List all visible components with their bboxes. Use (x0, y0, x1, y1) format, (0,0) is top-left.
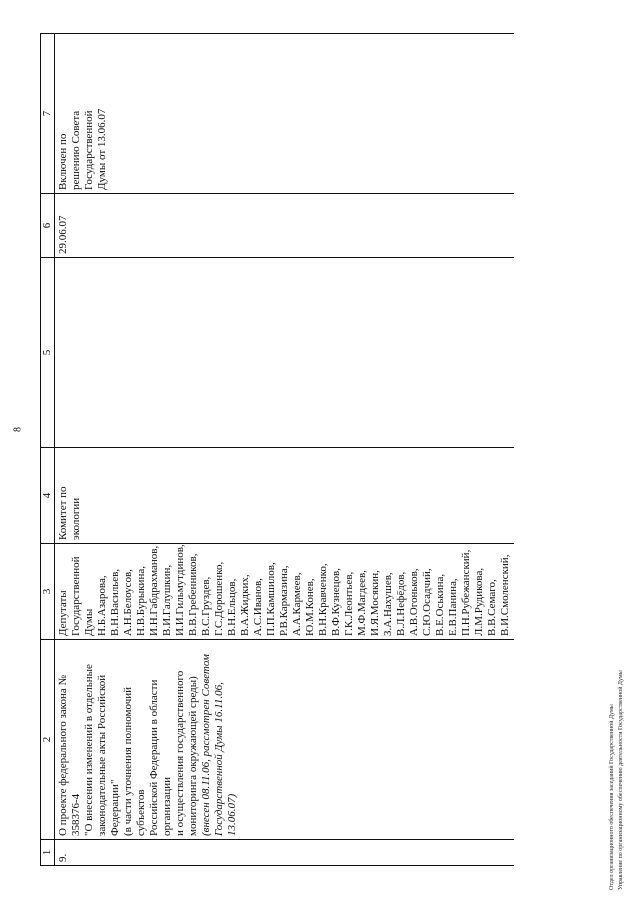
bill-title (55, 640, 515, 840)
committee-line: Комитет по (57, 486, 69, 540)
author-line: Государственной (70, 556, 82, 636)
author-line: И.Н.Габдрахманов, (148, 545, 160, 636)
header-col-6: 6 (41, 194, 55, 258)
committee-cell (55, 448, 515, 544)
author-line: В.В.Гребенников, (187, 553, 199, 636)
bill-history-line: Государственной Думы 16.11.06, 13.06.07) (213, 682, 238, 836)
header-col-1: 1 (41, 840, 55, 866)
author-line: В.И.Смоленский, (499, 554, 511, 636)
bill-title-line: мониторинга окружающей среды) (187, 676, 199, 836)
author-line: Г.С.Дорошенко, (213, 561, 225, 636)
author-line: В.И.Галушкин, (161, 564, 173, 636)
author-line: Г.К.Леонтьев, (343, 571, 355, 636)
author-line: В.В.Семаго, (486, 579, 498, 636)
author-line: И.Я.Мосякин, (369, 570, 381, 636)
row-number: 9. (55, 840, 515, 866)
author-line: В.Ф.Кузнецов, (330, 568, 342, 636)
footer-line-2: Управление по организационному обеспечению деятельности Государственной Думы (618, 670, 624, 890)
date-cell: 29.06.07 (55, 194, 515, 258)
author-line: Р.В.Кармазина, (278, 565, 290, 636)
bill-title-line: законодательные акты Российской Федерации" (96, 674, 121, 836)
bill-title-line: О проекте федерального закона № 358376-4 (57, 675, 82, 836)
footer (608, 650, 640, 890)
author-line: П.Н.Рубежанский, (460, 549, 472, 636)
author-line: А.В.Огоньков, (408, 568, 420, 636)
author-line: А.Н.Белоусов, (122, 569, 134, 636)
col5-cell (55, 258, 515, 448)
header-col-3: 3 (41, 544, 55, 640)
author-line: В.С.Груздев, (200, 576, 212, 636)
author-line: Е.В.Панина, (447, 578, 459, 636)
header-col-7: 7 (41, 34, 55, 194)
author-line: Н.В.Бурыкина, (135, 566, 147, 636)
bills-table (40, 33, 514, 866)
header-col-4: 4 (41, 448, 55, 544)
author-line: В.Е.Оськина, (434, 573, 446, 636)
author-line: В.Н.Ельцов, (226, 578, 238, 636)
author-line: В.Л.Нефёдов, (395, 571, 407, 636)
author-line: Депутаты (57, 590, 69, 636)
author-line: Л.М.Рудикова, (473, 567, 485, 636)
note-line: Государственной (83, 110, 95, 190)
note-cell (55, 34, 515, 194)
author-line: И.И.Гильмутдинов, (174, 544, 186, 636)
author-line: А.А.Кармеев, (291, 572, 303, 636)
bill-title-line: и осуществления государственного (174, 670, 186, 836)
bill-title-line: "О внесении изменений в отдельные (83, 664, 95, 836)
committee-line: экологии (70, 497, 82, 540)
bill-title-line: (в части уточнения полномочий субъектов (122, 687, 147, 836)
author-line: В.Н.Кравченко, (317, 563, 329, 636)
note-line: Включен по (57, 133, 69, 190)
author-line: А.С.Иванов, (252, 578, 264, 636)
footer-line-1: Отдел организационного обеспечения заседаний Государственной Думы (609, 704, 615, 890)
bill-history-line: (внесен 08.11.06, рассмотрен Советом (200, 654, 212, 836)
author-line: М.Ф.Магдеев, (356, 570, 368, 636)
table-row (55, 34, 515, 866)
header-col-5: 5 (41, 258, 55, 448)
authors-cell (55, 544, 515, 640)
note-line: Думы от 13.06.07 (96, 108, 108, 190)
header-col-2: 2 (41, 640, 55, 840)
note-line: решению Совета (70, 110, 82, 190)
author-line: В.Н.Васильев, (109, 568, 121, 636)
bill-title-line: Российской Федерации в области организации (148, 679, 173, 836)
author-line: З.А.Нахушев, (382, 572, 394, 636)
rotated-table-area (40, 34, 630, 866)
header-row (41, 34, 55, 866)
author-line: Ю.М.Конев, (304, 578, 316, 636)
author-line: Н.Б.Азарова, (96, 575, 108, 636)
author-line: В.А.Жидких, (239, 574, 251, 636)
author-line: С.Ю.Осадчий, (421, 568, 433, 636)
author-line: Думы (83, 608, 95, 636)
page-number: 8 (12, 427, 24, 432)
author-line: П.П.Камшилов, (265, 562, 277, 636)
